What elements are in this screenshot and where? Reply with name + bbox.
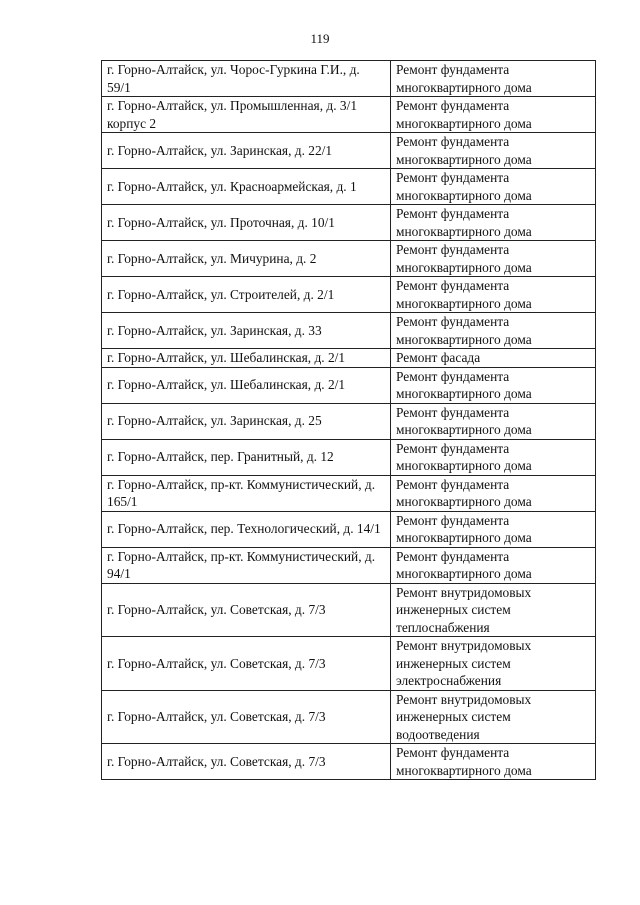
work-type-cell: Ремонт фундамента многоквартирного дома	[391, 367, 596, 403]
address-cell: г. Горно-Алтайск, пер. Гранитный, д. 12	[102, 439, 391, 475]
work-type-cell: Ремонт фундамента многоквартирного дома	[391, 744, 596, 780]
work-type-cell: Ремонт фундамента многоквартирного дома	[391, 475, 596, 511]
address-cell: г. Горно-Алтайск, пер. Технологический, д. 14/1	[102, 511, 391, 547]
address-cell: г. Горно-Алтайск, ул. Шебалинская, д. 2/1	[102, 349, 391, 368]
address-cell: г. Горно-Алтайск, ул. Заринская, д. 22/1	[102, 133, 391, 169]
work-type-cell: Ремонт внутридомовых инженерных систем теплоснабжения	[391, 583, 596, 637]
table-row	[102, 403, 596, 439]
table-row	[102, 277, 596, 313]
work-type-cell: Ремонт внутридомовых инженерных систем водоотведения	[391, 690, 596, 744]
table-row	[102, 475, 596, 511]
address-cell: г. Горно-Алтайск, ул. Советская, д. 7/3	[102, 583, 391, 637]
address-cell: г. Горно-Алтайск, пр-кт. Коммунистический, д. 94/1	[102, 547, 391, 583]
address-cell: г. Горно-Алтайск, ул. Советская, д. 7/3	[102, 690, 391, 744]
table-row	[102, 133, 596, 169]
table-row	[102, 241, 596, 277]
work-type-cell: Ремонт фундамента многоквартирного дома	[391, 169, 596, 205]
work-type-cell: Ремонт фасада	[391, 349, 596, 368]
address-cell: г. Горно-Алтайск, ул. Советская, д. 7/3	[102, 637, 391, 691]
page-number: 119	[310, 31, 330, 46]
address-cell: г. Горно-Алтайск, ул. Промышленная, д. 3/1 корпус 2	[102, 97, 391, 133]
table-row	[102, 637, 596, 691]
table-row	[102, 744, 596, 780]
table-row	[102, 205, 596, 241]
work-type-cell: Ремонт внутридомовых инженерных систем электроснабжения	[391, 637, 596, 691]
work-type-cell: Ремонт фундамента многоквартирного дома	[391, 511, 596, 547]
address-cell: г. Горно-Алтайск, ул. Красноармейская, д. 1	[102, 169, 391, 205]
table-row	[102, 313, 596, 349]
address-cell: г. Горно-Алтайск, пр-кт. Коммунистический, д. 165/1	[102, 475, 391, 511]
work-type-cell: Ремонт фундамента многоквартирного дома	[391, 547, 596, 583]
table-row	[102, 97, 596, 133]
address-cell: г. Горно-Алтайск, ул. Чорос-Гуркина Г.И., д. 59/1	[102, 61, 391, 97]
table-row	[102, 169, 596, 205]
work-type-cell: Ремонт фундамента многоквартирного дома	[391, 133, 596, 169]
works-table-body	[102, 61, 596, 780]
work-type-cell: Ремонт фундамента многоквартирного дома	[391, 61, 596, 97]
table-row	[102, 61, 596, 97]
table-row	[102, 583, 596, 637]
works-table	[101, 60, 596, 780]
work-type-cell: Ремонт фундамента многоквартирного дома	[391, 439, 596, 475]
address-cell: г. Горно-Алтайск, ул. Проточная, д. 10/1	[102, 205, 391, 241]
work-type-cell: Ремонт фундамента многоквартирного дома	[391, 313, 596, 349]
address-cell: г. Горно-Алтайск, ул. Заринская, д. 33	[102, 313, 391, 349]
table-row	[102, 349, 596, 368]
table-row	[102, 547, 596, 583]
table-row	[102, 439, 596, 475]
table-row	[102, 511, 596, 547]
work-type-cell: Ремонт фундамента многоквартирного дома	[391, 97, 596, 133]
table-row	[102, 690, 596, 744]
address-cell: г. Горно-Алтайск, ул. Шебалинская, д. 2/1	[102, 367, 391, 403]
work-type-cell: Ремонт фундамента многоквартирного дома	[391, 403, 596, 439]
address-cell: г. Горно-Алтайск, ул. Строителей, д. 2/1	[102, 277, 391, 313]
address-cell: г. Горно-Алтайск, ул. Советская, д. 7/3	[102, 744, 391, 780]
table-row	[102, 367, 596, 403]
work-type-cell: Ремонт фундамента многоквартирного дома	[391, 277, 596, 313]
work-type-cell: Ремонт фундамента многоквартирного дома	[391, 241, 596, 277]
address-cell: г. Горно-Алтайск, ул. Мичурина, д. 2	[102, 241, 391, 277]
address-cell: г. Горно-Алтайск, ул. Заринская, д. 25	[102, 403, 391, 439]
work-type-cell: Ремонт фундамента многоквартирного дома	[391, 205, 596, 241]
